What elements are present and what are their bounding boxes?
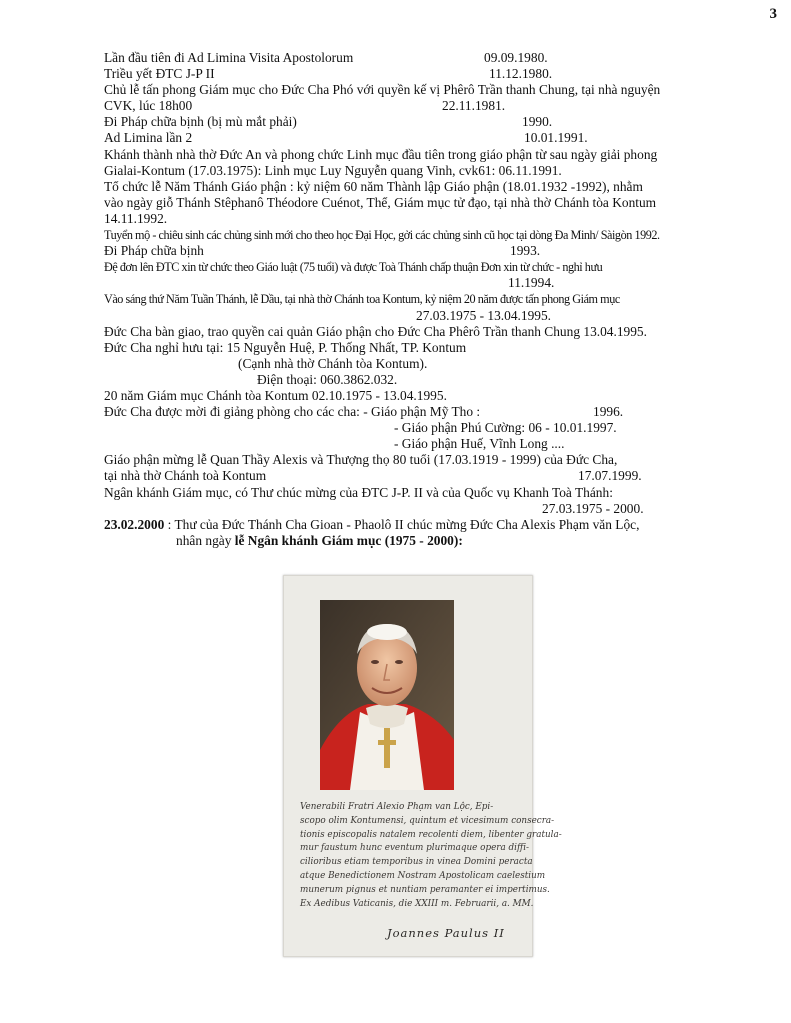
latin-line: tionis episcopalis natalem recolenti diem, libenter gratula- [300, 829, 562, 840]
timeline-line [104, 98, 724, 114]
line-text: CVK, lúc 18h00 [104, 98, 193, 114]
letter-entry [104, 517, 724, 533]
pope-signature: Joannes Paulus II [387, 926, 505, 940]
line-text: Điện thoại: 060.3862.032. [257, 371, 398, 387]
latin-line: munerum pignus et nuntiam peramanter ei impertimus. [300, 884, 550, 895]
line-text: Đức Cha nghỉ hưu tại: 15 Nguyễn Huệ, P. Thống Nhất, TP. Kontum [104, 339, 467, 355]
timeline-line [104, 340, 724, 356]
chronology-text [104, 50, 724, 549]
line-date: 09.09.1980. [484, 50, 548, 65]
line-text: 14.11.1992. [104, 210, 168, 226]
latin-line: scopo olim Kontumensi, quintum et vicesimum consecra- [300, 815, 555, 826]
line-text: Triều yết ĐTC J-P II [104, 66, 215, 82]
latin-letter-text [300, 801, 562, 911]
letter-entry-prefix: nhân ngày [176, 532, 235, 548]
timeline-line [104, 227, 724, 243]
timeline-line [104, 275, 724, 291]
line-text: Đi Pháp chữa bịnh [104, 243, 204, 259]
timeline-line [104, 468, 724, 484]
line-text: - Giáo phận Huế, Vĩnh Long .... [394, 436, 565, 452]
line-date: 1990. [522, 114, 553, 130]
line-text: Chủ lễ tấn phong Giám mục cho Đức Cha Phó với quyền kế vị Phêrô Trần thanh Chung, tại nhà nguyện [104, 82, 661, 98]
line-text: vào ngày giỗ Thánh Stêphanô Théodore Cuénot, Thể, Giám mục tử đạo, tại nhà thờ Chánh tòa Kontum [104, 194, 657, 210]
line-date: 11.1994. [508, 275, 555, 291]
line-text: Ad Limina lần 2 [104, 130, 193, 146]
line-date: 17.07.1999. [578, 468, 642, 484]
line-text: (Cạnh nhà thờ Chánh tòa Kontum). [238, 355, 428, 371]
line-text: Giáo phận mừng lễ Quan Thầy Alexis và Thượng thọ 80 tuổi (17.03.1919 - 1999) của Đức Cha, [104, 452, 618, 468]
line-text: Khánh thành nhà thờ Đức An và phong chức Linh mục đầu tiên trong giáo phận từ sau ngày giải phong [104, 146, 658, 162]
timeline-line [104, 195, 724, 211]
timeline-line [104, 82, 724, 98]
timeline-line [104, 50, 724, 66]
timeline-line [104, 291, 724, 307]
timeline-line [104, 259, 724, 275]
timeline-line [104, 308, 724, 324]
line-text: Tuyển mộ - chiêu sinh các chủng sinh mới cho theo học Đại Học, gởi các chủng sinh cũ học tại dòng Đa Minh/ Sàigòn 1992. [104, 228, 660, 243]
latin-line: cilioribus etiam temporibus in vinea Domini peracta [300, 857, 533, 868]
timeline-line [104, 130, 724, 146]
latin-line: Venerabili Fratri Alexio Phạm van Lộc, Epi- [300, 802, 494, 812]
line-date: 22.11.1981. [442, 98, 506, 114]
letter-entry-cont [104, 533, 724, 549]
line-text: Đi Pháp chữa bịnh (bị mù mắt phải) [104, 114, 297, 130]
timeline-line [104, 211, 724, 227]
line-date: 1996. [593, 404, 624, 420]
timeline-line [104, 114, 724, 130]
timeline-line [104, 388, 724, 404]
line-text: Đức Cha được mời đi giảng phòng cho các cha: - Giáo phận Mỹ Tho : [104, 404, 481, 420]
line-text: Đức Cha bàn giao, trao quyền cai quản Giáo phận cho Đức Cha Phêrô Trần thanh Chung 13.04.1995. [104, 323, 647, 339]
line-text: Ngân khánh Giám mục, có Thư chúc mừng của ĐTC J-P. II và của Quốc vụ Khanh Toà Thánh: [104, 484, 613, 500]
timeline-line [104, 372, 724, 388]
letter-entry-text: : Thư của Đức Thánh Cha Gioan - Phaolô II chúc mừng Đức Cha Alexis Phạm văn Lộc, [164, 516, 640, 532]
line-date: 1993. [510, 243, 541, 259]
line-text: Tổ chức lễ Năm Thánh Giáo phận : kỷ niệm 60 năm Thành lập Giáo phận (18.01.1932 -1992), nhằm [104, 178, 643, 194]
line-date: 10.01.1991. [524, 130, 588, 146]
timeline-line [104, 420, 724, 436]
timeline-line [104, 179, 724, 195]
line-text: Đệ đơn lên ĐTC xin từ chức theo Giáo luật (75 tuổi) và được Toà Thánh chấp thuận Đơn xin từ chức - nghỉ hưu [104, 260, 603, 275]
timeline-line [104, 501, 724, 517]
latin-line: mur faustum hunc eventum plurimaque opera diffi- [300, 843, 529, 854]
line-text: - Giáo phận Phú Cường: 06 - 10.01.1997. [394, 420, 617, 436]
timeline-line [104, 436, 724, 452]
papal-letter-image [283, 575, 562, 957]
line-text: Gialai-Kontum (17.03.1975): Linh mục Luy Nguyễn quang Vinh, cvk61: 06.11.1991. [104, 162, 562, 178]
timeline-line [104, 452, 724, 468]
timeline-line [104, 404, 724, 420]
timeline-line [104, 324, 724, 340]
pope-portrait-drawing [320, 600, 454, 790]
line-text: tại nhà thờ Chánh toà Kontum [104, 468, 267, 484]
timeline-line [104, 66, 724, 82]
line-date: 27.03.1975 - 2000. [542, 500, 644, 516]
latin-line: atque Benedictionem Nostram Apostolicam caelestium [300, 870, 546, 881]
letter-date: 23.02.2000 [104, 516, 165, 532]
line-text: Lần đầu tiên đi Ad Limina Visita Apostolorum [104, 50, 354, 65]
letter-entry-bold: lễ Ngân khánh Giám mục (1975 - 2000): [234, 532, 463, 548]
pope-portrait [320, 600, 454, 790]
page-number: 3 [769, 6, 777, 22]
timeline-line [104, 147, 724, 163]
timeline-line [104, 485, 724, 501]
latin-line: Ex Aedibus Vaticanis, die XXIII m. Februarii, a. MM. [300, 898, 534, 909]
line-date: 27.03.1975 - 13.04.1995. [416, 307, 552, 323]
timeline-line [104, 243, 724, 259]
line-text: Vào sáng thứ Năm Tuần Thánh, lễ Dầu, tại nhà thờ Chánh toa Kontum, kỷ niệm 20 năm được tấn phong Giám mục [104, 292, 620, 307]
line-text: 20 năm Giám mục Chánh tòa Kontum 02.10.1975 - 13.04.1995. [104, 387, 447, 403]
line-date: 11.12.1980. [489, 66, 553, 82]
timeline-line [104, 356, 724, 372]
timeline-line [104, 163, 724, 179]
